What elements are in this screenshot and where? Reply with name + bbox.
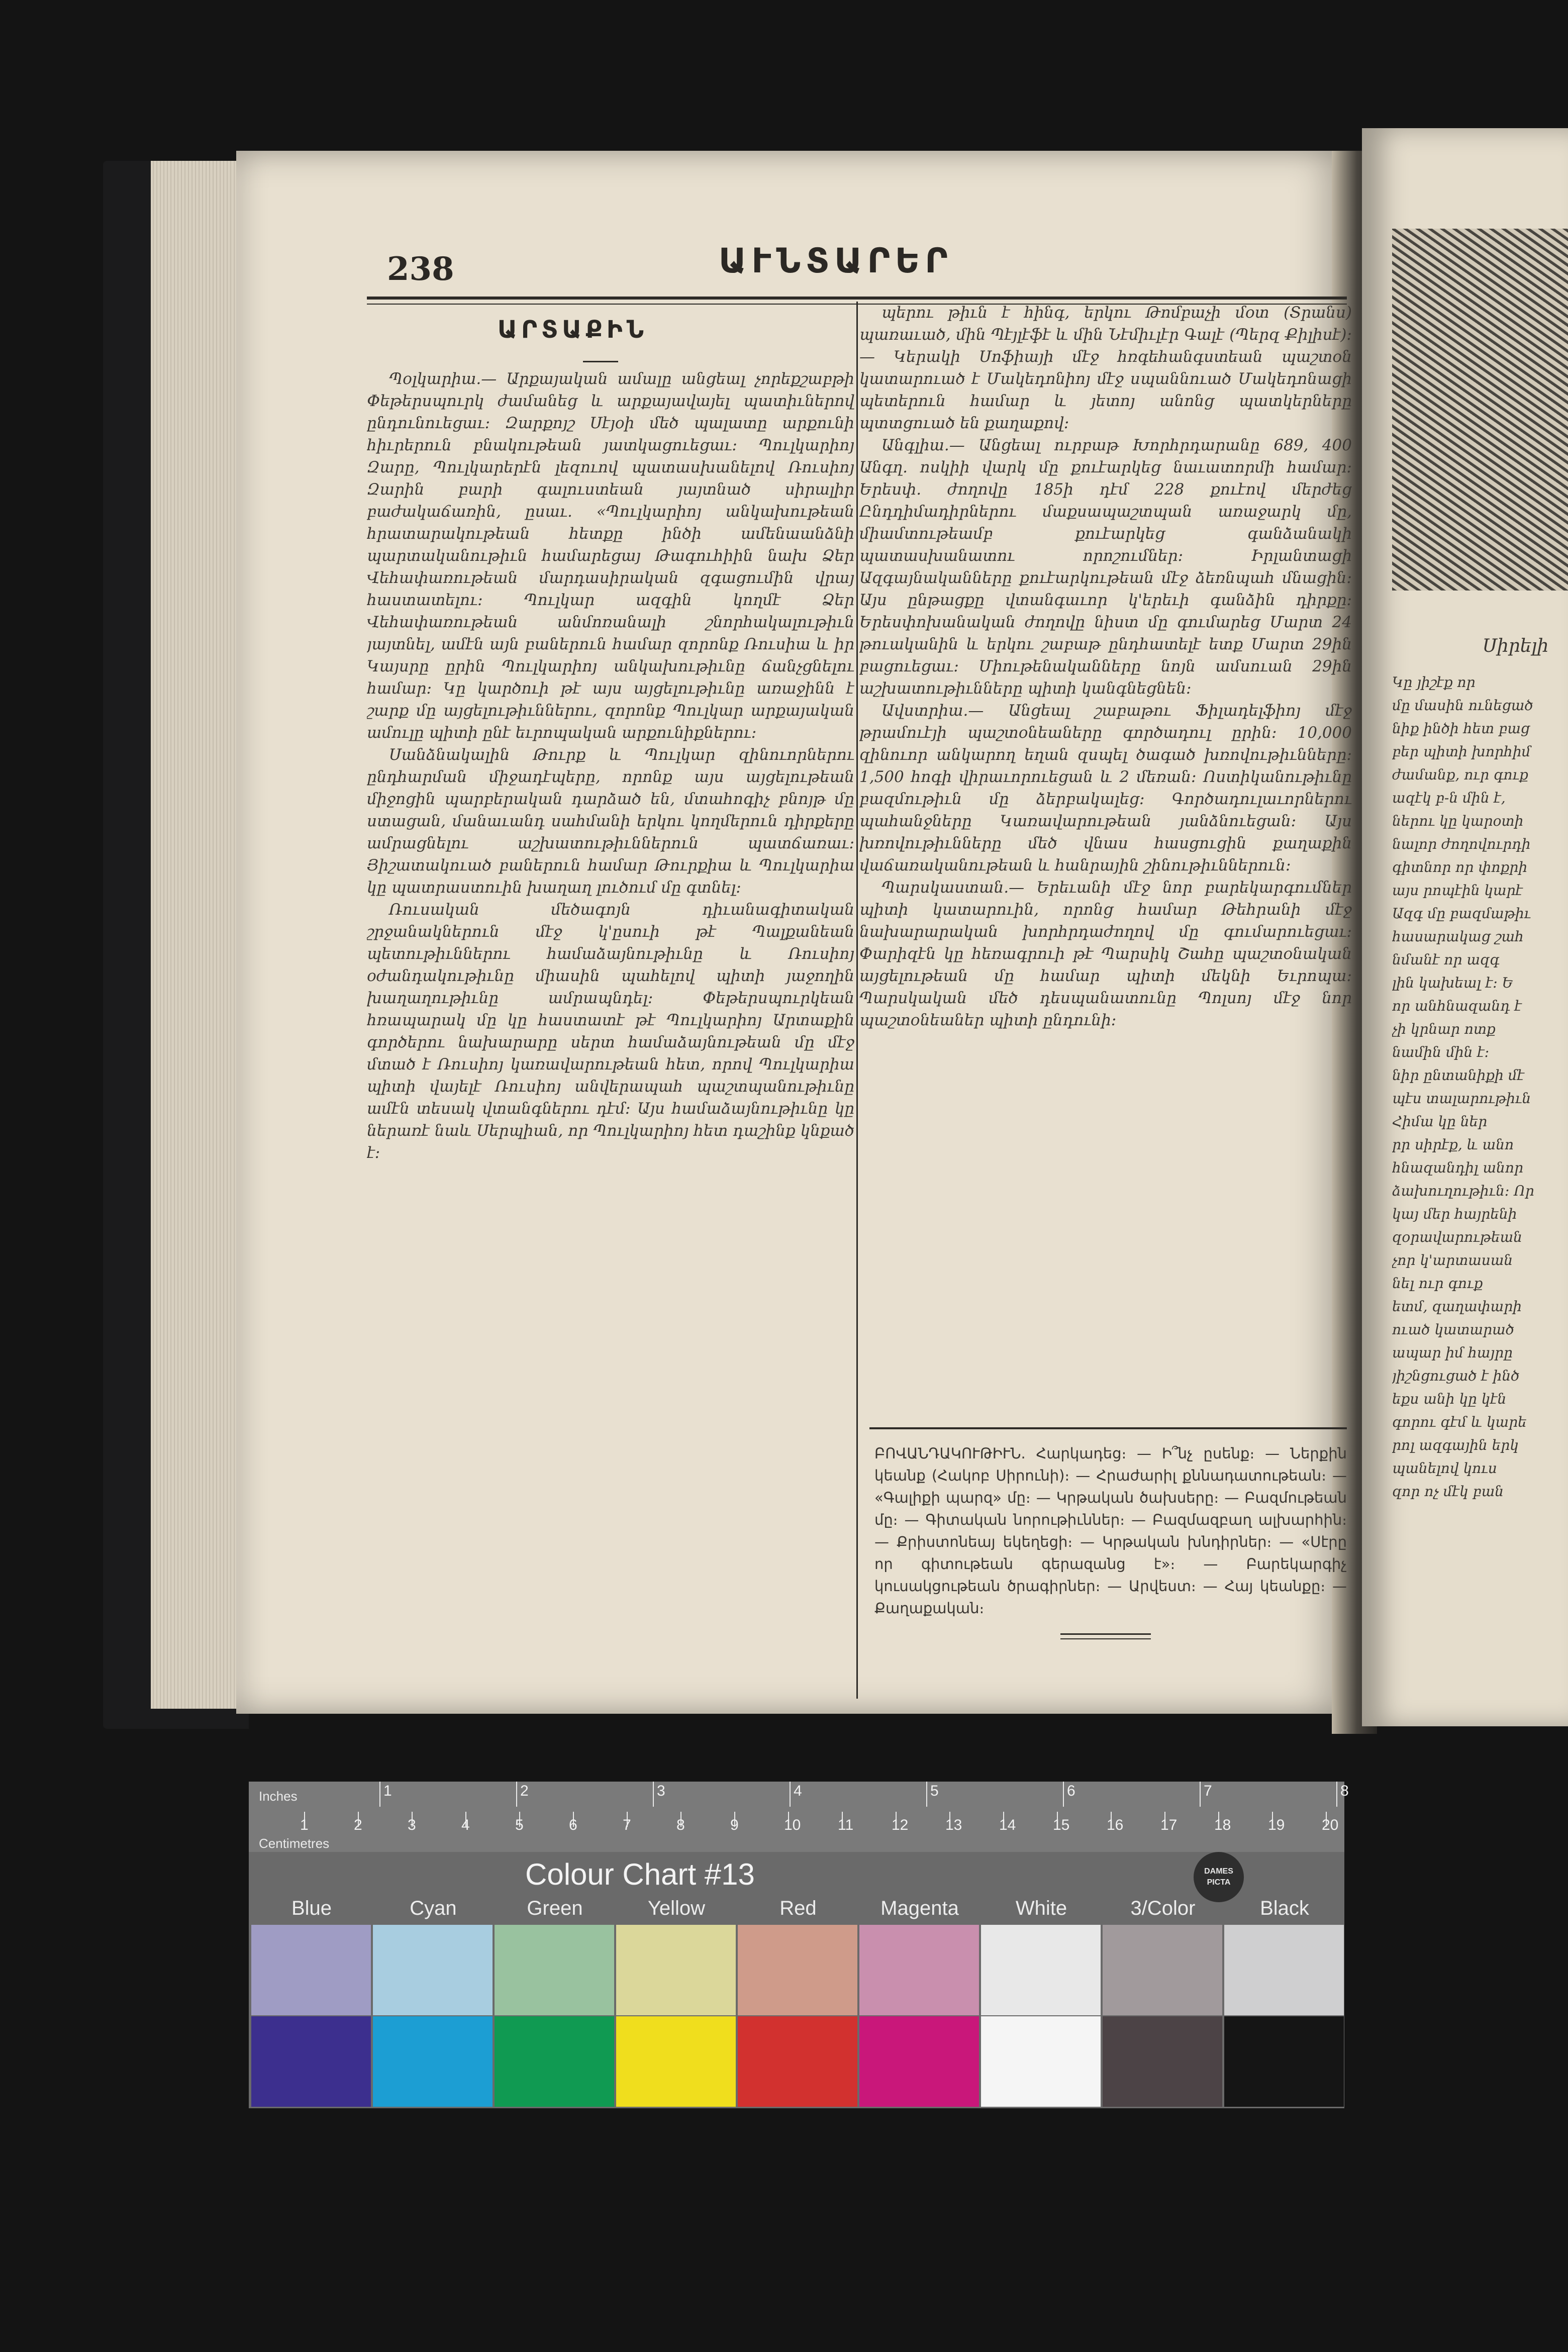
right-page-line: նալոր ժողովուրդի	[1392, 836, 1531, 852]
inch-tick-label: 6	[1067, 1783, 1075, 1799]
patch-label: Cyan	[410, 1897, 457, 1919]
right-page-line: հասարակաց շահ	[1392, 928, 1524, 945]
right-page-line: հնազանդիլ անոր	[1392, 1159, 1524, 1176]
colour-patch-light	[616, 1925, 736, 2015]
right-page-line: պանելով կուս	[1392, 1460, 1497, 1477]
cm-tick-label: 5	[515, 1817, 524, 1833]
right-page-line: չի կրնար ոտք	[1392, 1021, 1496, 1037]
right-page-line: նիք ինծի հետ բաց	[1392, 720, 1530, 737]
cm-tick-label: 13	[945, 1817, 962, 1833]
right-page-line: գիտնոր որ փոքրի	[1392, 859, 1528, 875]
inch-tick-label: 4	[794, 1783, 802, 1799]
colour-patch-light	[251, 1925, 371, 2015]
paragraph: պերու թիւն է հինգ, երկու Թոմբաչի մօտ (Տրանս) պառաւած, մին Պէյլէֆէ և մին Նէմիւլէր Գալէ (Պերզ Քիլիսէ)։ — Կերակի Սոֆիայի մէջ հռգեհանգստեան պաշտօն կատարուած է Մակեդոնիոյ մէջ սպաննուած Մակեդոնացի պետերուն համար և յետոյ անոնց պատկերները պտտցուած են քաղաքով։	[859, 304, 1352, 432]
right-page-line: նամին մին է։	[1392, 1044, 1490, 1060]
cm-tick-label: 6	[569, 1817, 577, 1833]
right-page-line: յիշնցուցած է ինծ	[1392, 1367, 1520, 1384]
right-page-line: Հիմա կը ներ	[1392, 1113, 1488, 1130]
inch-tick-mark	[516, 1782, 517, 1807]
right-page-line: ներու կը կարօտի	[1392, 813, 1524, 829]
page-number: 238	[387, 250, 454, 288]
patch-label: White	[1015, 1897, 1067, 1919]
paragraph: Պարսկաստան.— Երեւանի մէջ նոր բարեկարգումներ պիտի կատարուին, որոնց համար Թեհրանի մէջ նախարարական խորհրդաժողով մը գումարուեցաւ։ Փարիզէն կը հեռագրուի թէ Պարսիկ Շահը պաշտօնական այցելութեան մը համար պիտի մեկնի Եւրոպա։ Պարսկական մեծ դեսպանատունը Պոլսոյ մէջ նոր պաշտօնեաներ պիտի ընդունի։	[859, 878, 1352, 1029]
right-page-line: եքս անի կը կէն	[1392, 1391, 1507, 1407]
right-page-line: ժամանք, ուր գուք	[1392, 766, 1528, 783]
inch-tick-mark	[653, 1782, 654, 1807]
inch-tick-mark	[790, 1782, 791, 1807]
paragraph: Սանձնակալին Թուրք և Պուլկար զինուորներու ընդհարման միջադէպերը, որոնք այս այցելութեան միջոցին պարբերական դարձած են, մտահոգիչ բնոյթ մը ստացան, մանաւանդ սահմանի երկու կողմերուն դիրքերը ամրացնելու աշխատութիւններուն պատճառաւ։ Յիշատակուած բաներուն համար Թուրքիա և Պուլկարիա կը պատրաստուին խաղաղ լուծում մը գտնել։	[367, 746, 854, 897]
inch-tick-label: 7	[1204, 1783, 1212, 1799]
running-head: ԱՒՆՏԱՐԵՐ	[719, 241, 953, 281]
cm-tick-label: 12	[892, 1817, 909, 1833]
colour-patch-light	[859, 1925, 979, 2015]
cm-tick-label: 4	[461, 1817, 470, 1833]
illustration-caption: Սիրելի	[1483, 636, 1549, 656]
colour-patch-light	[738, 1925, 857, 2015]
patch-label: Red	[779, 1897, 817, 1919]
measuring-ruler	[249, 1782, 1349, 1852]
patch-label: Yellow	[647, 1897, 706, 1919]
contents-rule-bottom-2	[1060, 1638, 1151, 1639]
right-page-line: ձախուղութիւն։ Որ	[1392, 1183, 1534, 1199]
colour-patch-light	[495, 1925, 614, 2015]
contents-rule-top	[869, 1427, 1347, 1429]
section-title: ԱՐՏԱՔԻՆ	[498, 316, 648, 344]
colour-patch-dark	[616, 2016, 736, 2107]
colour-patch-light	[1103, 1925, 1222, 2015]
right-page-line: լին կախեալ է։ Ե	[1392, 974, 1514, 991]
centimetres-label: Centimetres	[259, 1836, 330, 1851]
right-page-line: ազէկ բ-ն մին է,	[1392, 790, 1506, 806]
right-page-line: որ անհնազանդ է	[1392, 998, 1522, 1014]
paragraph: Անգլիա.— Անցեալ ուրբաթ Խորհրդարանը 689, 400 Անգղ. ոսկիի վարկ մը քուէարկեց նաւատորմի համար։ Երեսփ. ժողովը 185ի դէմ 228 քուէով մերժեց Ընդդիմադիրներու մաքսապաշտպան առաջարկ մը, միամտութեամբ քուէարկեց գանձանակի պատասխանատու որոշումներ։ Իրլանտացի Ազգայնականները քուէարկութեան մէջ ձեռնպահ մնացին։ Այս ընթացքը վտանգաւոր կ'երեւի գանձին դիրքը։ Երեսփոխանական ժողովը նիստ մը գումարեց Մարտ 24 թուականին և երկու շաբաթ ընդհատելէ ետք Մարտ 29ին բացուեցաւ։ Միութենականները նոյն ամսուան 29ին աշխատութիւնները պիտի կանգնեցնեն։	[859, 436, 1352, 698]
right-page-line: զոր ոչ մէկ բան	[1392, 1483, 1504, 1500]
inch-tick-label: 8	[1340, 1783, 1349, 1799]
colour-patch-dark	[1103, 2016, 1222, 2107]
paragraph: Ավստրիա.— Անցեալ շաբաթու Ֆիլադելֆիոյ մէջ թրամուէյի պաշտօնեաները գործադուլ ըրին։ 10,000 զինուոր անկարող եղան զսպել ծագած խռովութիւնները։ 1,500 հոգի վիրաւորուեցան և 2 մեռան։ Ոստիկանութիւնը բազմութիւն մը ձերբակալեց։ Գործադուլաւորներու պահանջները Կառավարութեան յանձնուեցան։ Այս խռովութիւնները մեծ վնաս հասցուցին քաղաքին վաճառականութեան և հանրային շինութիւններուն։	[859, 702, 1352, 874]
title-underline	[583, 361, 618, 362]
inch-tick-label: 1	[383, 1783, 392, 1799]
right-page-text	[1392, 671, 1568, 1626]
cm-tick-label: 1	[300, 1817, 309, 1833]
inches-label: Inches	[259, 1789, 298, 1804]
cm-tick-label: 2	[354, 1817, 362, 1833]
patch-label: Blue	[291, 1897, 332, 1919]
cm-tick-label: 16	[1107, 1817, 1124, 1833]
right-page-line: կայ մեր հայրենի	[1392, 1206, 1517, 1222]
right-page-line: րոլ ազգային երկ	[1392, 1437, 1519, 1453]
cm-tick-label: 15	[1053, 1817, 1070, 1833]
patch-label: Green	[527, 1897, 583, 1919]
colour-patch-dark	[738, 2016, 857, 2107]
colour-patch-light	[1224, 1925, 1344, 2015]
right-page-line: ետմ, զաղափարի	[1392, 1298, 1522, 1315]
cm-tick-label: 17	[1160, 1817, 1178, 1833]
header-rule-thick	[367, 297, 1347, 300]
cm-tick-label: 18	[1214, 1817, 1231, 1833]
colour-patch-dark	[373, 2016, 493, 2107]
right-page-line: այս րոպէին կարէ	[1392, 882, 1523, 899]
right-page-line: նիր ընտանիքի մէ	[1392, 1067, 1525, 1084]
right-page-line: մը մասին ունեցած	[1392, 697, 1533, 714]
right-page	[1362, 128, 1568, 1726]
paragraph: Ռուսական մեծագոյն դիւանագիտական շրջանակներուն մէջ կ'ըսուի թէ Պալքանեան պետութիւններու համաձայնութիւնը և Ռուսիոյ օժանդակութիւնը միասին պահելով պիտի յաջողին խաղաղութիւնը ամրապնդել։ Փեթերսպուրկեան հռապարակ մը կը հաստատէ թէ Պուլկարիոյ Արտաքին գործերու նախարարը սերտ համաձայնութեան մը մէջ մտած է Ռուսիոյ կառավարութեան հետ, որով Պուլկարիա պիտի վայելէ Ռուսիոյ անվերապահ պաշտպանութիւնը ամէն տեսակ վտանգներու դէմ։ Այս համաձայնութիւնը կը ներառէ նաև Սերպիան, որ Պուլկարիոյ հետ դաշինք կնքած է։	[367, 901, 854, 1162]
inch-tick-mark	[1336, 1782, 1337, 1807]
logo-text-line: PICTA	[1207, 1878, 1231, 1887]
right-page-line: բեր պիտի խորհիմ	[1392, 743, 1531, 760]
page-header	[367, 241, 1352, 286]
inch-tick-label: 3	[657, 1783, 665, 1799]
cm-tick-label: 9	[730, 1817, 739, 1833]
colour-patch-dark	[859, 2016, 979, 2107]
cm-tick-label: 7	[623, 1817, 631, 1833]
inch-tick-label: 5	[930, 1783, 939, 1799]
cm-tick-label: 20	[1322, 1817, 1339, 1833]
right-page-line: ապար իմ հայրը	[1392, 1344, 1513, 1361]
right-page-line: րր սիրէք, և անո	[1392, 1136, 1514, 1153]
colour-chart-target	[249, 1782, 1349, 2108]
colour-patch-dark	[495, 2016, 614, 2107]
patch-label: 3/Color	[1130, 1897, 1196, 1919]
paragraph: Պօլկարիա.— Արքայական ամալը անցեալ չորեքշաբթի Փեթերսպուրկ ժամանեց և արքայավայել պատիւներով ընդունուեցաւ։ Զարքոյշ Սէյօի մեծ պալատը արքունի հիւրերուն բնակութեան յատկացուեցաւ։ Պուլկարիոյ Զարը, Պուլկարերէն լեզուով պատասխանելով Ռուսիոյ Զարին բարի գալուստեան յայտնած սիրալիր բաժակաճառին, ըսաւ. «Պուլկարիոյ անկախութեան հրատարակութեան հետքը ինծի ամենաանձնի պարտականութիւն համարեցայ Թագուհիին նախ Ձեր Վեհափառութեան մարդասիրական զգացումին վրայ հաստատելու։ Պուլկար ազգին կողմէ Ձեր Վեհափառութեան անմոռանալի շնորհակալութիւն յայտնել, ամէն այն բաներուն համար զորոնք Ռուսիա և իր Կայսրը ըրին Պուլկարիոյ անկախութիւնը ճանչցնելու համար։ Կը կարծուի թէ այս այցելութիւնը առաջինն է շարք մը այցելութիւններու, զորոնք Պուլկար արքայական ամուլը պիտի ընէ եւրոպական արքունիքներու։	[367, 370, 854, 742]
right-page-line: ուած կատարած	[1392, 1321, 1514, 1338]
right-page-line: զօրավարութեան	[1392, 1229, 1522, 1245]
logo-text-line: DAMES	[1204, 1867, 1233, 1876]
cm-tick-label: 11	[838, 1817, 854, 1833]
right-page-line: Կը յիշէք որ	[1392, 674, 1476, 691]
inch-tick-mark	[1063, 1782, 1064, 1807]
left-article-column	[367, 368, 854, 1690]
patch-label: Magenta	[880, 1897, 959, 1919]
grape-vine-illustration	[1392, 229, 1568, 591]
colour-patch-dark	[981, 2016, 1101, 2107]
right-page-line: գորու գէմ և կարե	[1392, 1414, 1527, 1430]
patch-label: Black	[1260, 1897, 1309, 1919]
right-page-line: նմանէ որ ազգ	[1392, 951, 1500, 968]
colour-patch-light	[981, 1925, 1101, 2015]
right-page-line: Ազգ մը բազմաթիւ	[1392, 905, 1531, 922]
cm-tick-label: 3	[408, 1817, 416, 1833]
contents-rule-bottom	[1060, 1633, 1151, 1635]
colour-patch-dark	[1224, 2016, 1344, 2107]
right-page-line: նել ուր գուք	[1392, 1275, 1483, 1292]
column-divider	[856, 302, 858, 1699]
cm-tick-label: 10	[784, 1817, 801, 1833]
right-page-line: չոր կ'արտասան	[1392, 1252, 1513, 1268]
cm-tick-label: 19	[1268, 1817, 1285, 1833]
cm-tick-label: 8	[676, 1817, 685, 1833]
colour-patch-light	[373, 1925, 493, 2015]
dames-picta-logo	[1194, 1852, 1244, 1902]
colour-patch-dark	[251, 2016, 371, 2107]
right-article-column	[859, 302, 1352, 1407]
inch-tick-mark	[379, 1782, 380, 1807]
right-page-line: պէս տալարութիւն	[1392, 1090, 1531, 1107]
inch-tick-mark	[1200, 1782, 1201, 1807]
table-of-contents: ԲՈՎԱՆԴԱԿՈՒԹԻՒՆ. Հարկադեց։ — Ի՞նչ ըսենք։ — Ներքին կեանք (Հակոբ Սիրունի)։ — Հրաժարիլ քննադատութեան։ — «Գալիքի պարզ» մը։ — Կրթական ծախսերը։ — Բազմութեան մը։ — Գիտական նորութիւններ։ — Բազմազբաղ ալխարհին։ — Քրիստոնեայ եկեղեցի։ — Կրթական խնդիրներ։ — «Սէրը որ գիտութեան գերազանց է»։ — Բարեկարգիչ կուսակցութեան ծրագիրներ։ — Արվեստ։ — Հայ կեանքը։ — Քաղաքական։	[874, 1445, 1347, 1617]
cm-tick-label: 14	[999, 1817, 1016, 1833]
inch-tick-mark	[926, 1782, 927, 1807]
colour-chart-title: Colour Chart #13	[525, 1857, 755, 1891]
inch-tick-label: 2	[520, 1783, 529, 1799]
